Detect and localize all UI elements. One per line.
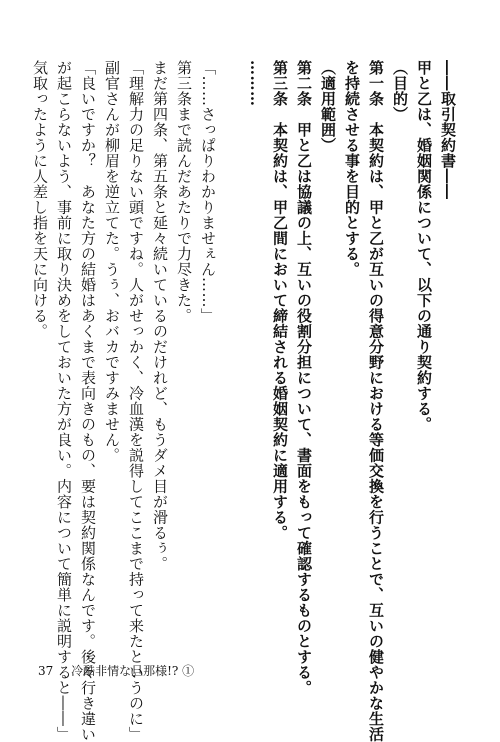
contract-article-2: 第二条 甲と乙は協議の上、互いの役割分担について、書面をもって確認するものとする。 [295,60,313,696]
contract-heading-purpose: （目的） [391,60,409,122]
narrative-line: 「……さっぱりわかりませぇん……」 [199,60,217,324]
contract-title: ――取引契約書―― [439,60,457,200]
narrative-line: 第三条まで読んだあたりで力尽きた。 [175,60,193,324]
contract-ellipsis: ……… [247,60,265,107]
contract-heading-scope: （適用範囲） [319,60,337,153]
contract-article-3: 第三条 本契約は、甲乙間において締結される婚姻契約に適用する。 [271,60,289,541]
blank-line [220,60,244,648]
book-title: 冷酷非情な旦那様!? ① [71,664,195,678]
contract-preamble: 甲と乙は、婚姻関係について、以下の通り契約する。 [415,60,433,432]
narrative-line: 副官さんが柳眉を逆立てた。うぅ、おバカですみません。 [103,60,121,463]
page-number: 37 [38,664,54,678]
narrative-line: 気取ったように人差し指を天に向ける。 [31,60,49,339]
narrative-line: まだ第四条、第五条と延々続いているのだけれど、もうダメ目が滑るぅ。 [151,60,169,572]
narrative-line: 「理解力の足りない頭ですね。人がせっかく、冷血漢を説得してここまで持って来たというのに」 [127,60,145,742]
contract-block [244,60,460,742]
narrative-line: 「良いですか？ あなた方の結婚はあくまで表向きのもの、要は契約関係なんです。後々行き違い [79,60,97,742]
narrative-line: が起こらないよう、事前に取り決めをしておいた方が良い。内容について簡単に説明すると――」 [55,60,73,742]
page-footer [38,662,194,679]
contract-article-1: 第一条 本契約は、甲と乙が互いの得意分野における等価交換を行うことで、互いの健やかな生活 [367,60,385,742]
contract-article-1-cont: を持続させる事を目的とする。 [343,60,361,277]
